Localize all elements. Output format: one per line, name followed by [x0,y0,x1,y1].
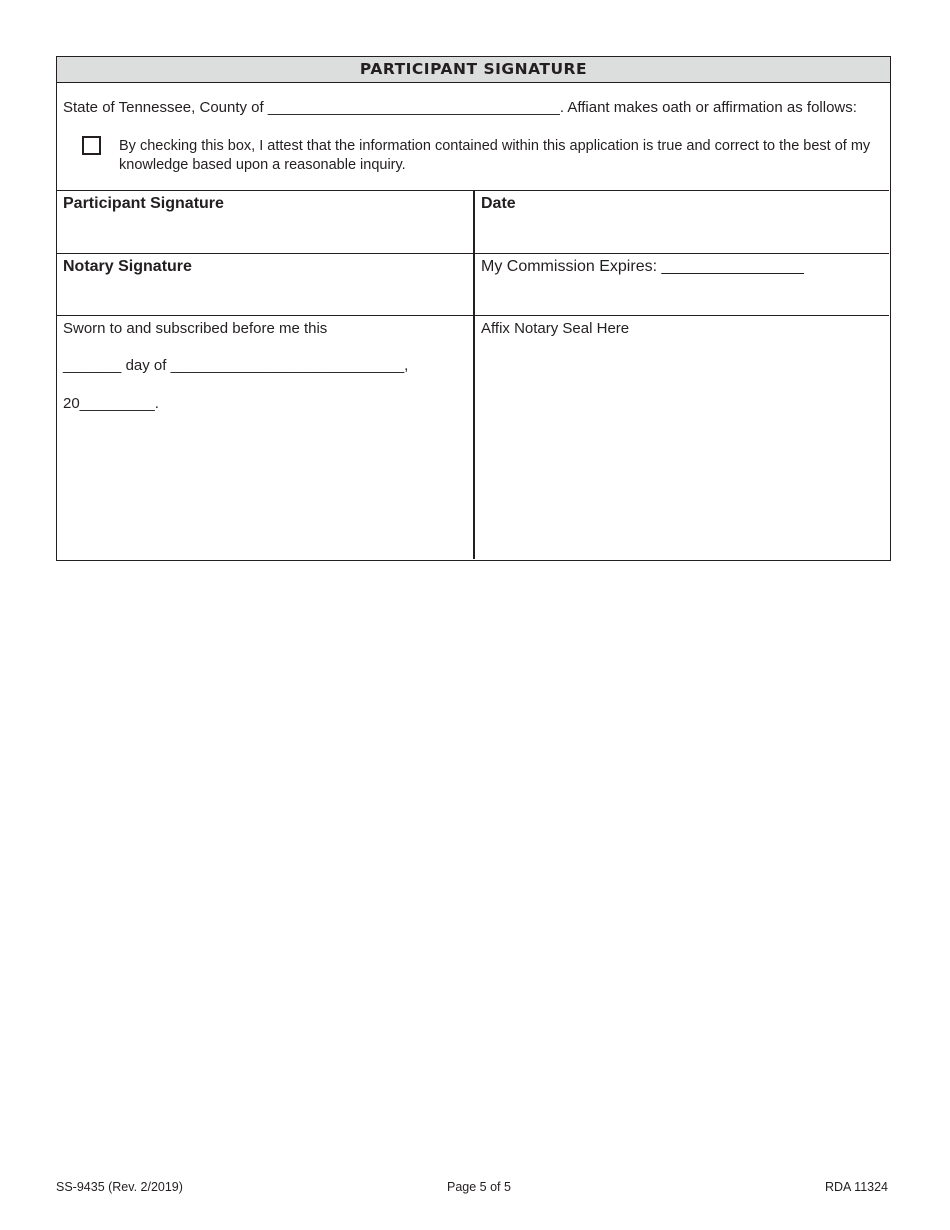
form-number: SS-9435 (Rev. 2/2019) [56,1180,183,1194]
notary-seal-label: Affix Notary Seal Here [481,320,630,337]
date-field[interactable] [475,191,889,253]
notary-signature-field[interactable] [57,254,475,316]
section-title: PARTICIPANT SIGNATURE [57,57,890,83]
participant-signature-field[interactable] [57,191,475,253]
commission-expires-label: My Commission Expires: ________________ [481,258,804,275]
sworn-line-3: 20_________. [63,395,159,412]
sworn-line-1: Sworn to and subscribed before me this [63,320,328,337]
commission-expires-field[interactable] [475,254,889,316]
participant-signature-label: Participant Signature [63,195,224,212]
sworn-line-2: _______ day of ____________________________, [63,357,409,374]
sworn-field[interactable] [57,316,475,559]
notary-row [57,253,889,316]
page-number: Page 5 of 5 [447,1180,511,1194]
notary-signature-label: Notary Signature [63,258,192,275]
attestation-checkbox[interactable] [82,136,101,155]
rda-number: RDA 11324 [825,1180,889,1194]
date-label: Date [481,195,516,212]
county-oath-line: State of Tennessee, County of ___________________________________. Affiant makes oath or affirmation as follows: [63,99,857,116]
attestation-text: By checking this box, I attest that the information contained within this application is true and correct to the best of my knowledge based upon a reasonable inquiry. [119,138,871,173]
participant-signature-form [56,56,891,561]
sworn-row [57,315,889,559]
signature-row [57,190,889,253]
notary-seal-area [475,316,889,559]
